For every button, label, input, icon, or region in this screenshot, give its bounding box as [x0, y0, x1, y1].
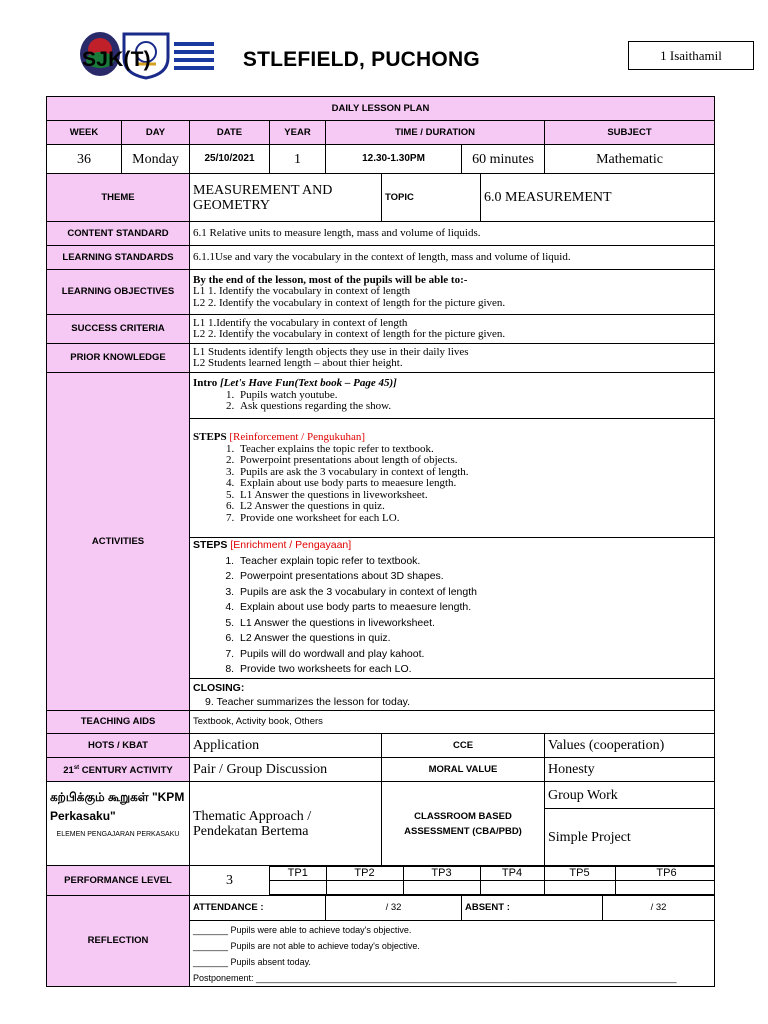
moral-value: Honesty [545, 758, 715, 782]
intro-item: 2. Ask questions regarding the show. [237, 401, 711, 413]
intro-title: [Let's Have Fun(Text book – Page 45)] [220, 377, 397, 390]
objectives-intro: By the end of the lesson, most of the pupils will be able to:- [193, 273, 468, 286]
tp-empty-cell[interactable] [544, 881, 615, 895]
success-criteria-label: SUCCESS CRITERIA [47, 315, 190, 344]
step-item: 1. Teacher explain topic refer to textbook. [237, 554, 711, 570]
theme-label: THEME [47, 174, 190, 222]
century-activity-label: 21st CENTURY ACTIVITY [47, 758, 190, 782]
daily-lesson-plan-table [46, 96, 715, 987]
success-item: L2 2. Identify the vocabulary in context of length for the picture given. [193, 328, 506, 340]
cce-value: Values (cooperation) [545, 734, 715, 758]
kpm-label-cell [47, 782, 190, 866]
school-title: SJK(T) STLEFIELD, PUCHONG [82, 48, 480, 71]
tp-empty-cell[interactable] [403, 881, 480, 895]
content-standard-value: 6.1 Relative units to measure length, mass and volume of liquids. [190, 222, 715, 246]
time-value: 12.30-1.30PM [326, 145, 462, 174]
tp-label: TP2 [326, 867, 403, 881]
subject-value: Mathematic [545, 145, 715, 174]
reflection-line: Postponement: ____________________________________________________________________________________ [193, 972, 677, 983]
steps-enrichment-section [190, 538, 715, 679]
steps-reinforcement-note: [Reinforcement / Pengukuhan] [229, 431, 366, 443]
hots-value: Application [190, 734, 382, 758]
step-item: 5. L1 Answer the questions in liveworksheet. [237, 490, 711, 502]
prior-item: L2 Students learned length – about thier height. [193, 357, 403, 369]
date-value: 25/10/2021 [190, 145, 270, 174]
tp-label: TP5 [544, 867, 615, 881]
time-header: TIME / DURATION [326, 121, 545, 145]
success-criteria-value [190, 315, 715, 344]
intro-section [190, 373, 715, 419]
step-item: 1. Teacher explains the topic refer to textbook. [237, 444, 711, 456]
kpm-sub-label: ELEMEN PENGAJARAN PERKASAKU [56, 831, 180, 838]
teaching-aids-value: Textbook, Activity book, Others [190, 711, 715, 734]
step-item: 6. L2 Answer the questions in quiz. [237, 631, 711, 647]
step-item: 2. Powerpoint presentations about length of objects. [237, 455, 711, 467]
cba-value-2: Simple Project [545, 809, 715, 866]
content-standard-label: CONTENT STANDARD [47, 222, 190, 246]
plan-title: DAILY LESSON PLAN [47, 97, 715, 121]
learning-objectives-value [190, 270, 715, 315]
duration-value: 60 minutes [462, 145, 545, 174]
step-item: 7. Provide one worksheet for each LO. [237, 513, 711, 525]
moral-value-label: MORAL VALUE [382, 758, 545, 782]
absent-value: / 32 [603, 896, 715, 921]
tp-empty-cell[interactable] [480, 881, 544, 895]
intro-item: 1. Pupils watch youtube. [237, 390, 711, 402]
success-item: L1 1.Identify the vocabulary in context of length [193, 316, 408, 329]
steps-reinforcement-section [190, 419, 715, 538]
theme-value: MEASUREMENT AND GEOMETRY [190, 174, 382, 222]
topic-label: TOPIC [382, 174, 481, 222]
year-value: 1 [270, 145, 326, 174]
reflection-label: REFLECTION [47, 896, 190, 987]
century-activity-value: Pair / Group Discussion [190, 758, 382, 782]
reflection-line: _______ Pupils absent today. [193, 956, 311, 967]
closing-section [190, 679, 715, 711]
objective-item: L2 2. Identify the vocabulary in context of length for the picture given. [193, 296, 506, 309]
tp-label: TP4 [480, 867, 544, 881]
step-item: 4. Explain about use body parts to meaesure length. [237, 478, 711, 490]
closing-item: 9. Teacher summarizes the lesson for today. [205, 695, 411, 708]
steps-label: STEPS [193, 431, 230, 443]
date-header: DATE [190, 121, 270, 145]
week-value: 36 [47, 145, 122, 174]
steps-label: STEPS [193, 539, 231, 552]
attendance-value: / 32 [326, 896, 462, 921]
week-header: WEEK [47, 121, 122, 145]
cce-label: CCE [382, 734, 545, 758]
objective-item: L1 1. Identify the vocabulary in context of length [193, 285, 411, 298]
step-item: 6. L2 Answer the questions in quiz. [237, 501, 711, 513]
prior-item: L1 Students identify length objects they use in their daily lives [193, 345, 469, 358]
prior-knowledge-label: PRIOR KNOWLEDGE [47, 344, 190, 373]
kpm-label: கற்பிக்கும் கூறுகள் "KPM Perkasaku" [50, 790, 185, 823]
day-value: Monday [122, 145, 190, 174]
reflection-line: _______ Pupils were able to achieve today's objective. [193, 924, 412, 935]
tp-label: TP6 [615, 867, 715, 881]
tp-grid [270, 866, 715, 896]
tp-empty-cell[interactable] [326, 881, 403, 895]
prior-knowledge-value [190, 344, 715, 373]
kpm-value: Thematic Approach / Pendekatan Bertema [190, 782, 382, 866]
learning-standards-value: 6.1.1Use and vary the vocabulary in the context of length, mass and volume of liquid. [190, 246, 715, 270]
learning-objectives-label: LEARNING OBJECTIVES [47, 270, 190, 315]
step-item: 5. L1 Answer the questions in liveworksheet. [237, 616, 711, 632]
subject-header: SUBJECT [545, 121, 715, 145]
performance-level-label: PERFORMANCE LEVEL [47, 866, 190, 896]
step-item: 7. Pupils will do wordwall and play kahoot. [237, 647, 711, 663]
reflection-line: _______ Pupils are not able to achieve today's objective. [193, 940, 420, 951]
tp-empty-cell[interactable] [270, 881, 326, 895]
attendance-label: ATTENDANCE : [190, 896, 326, 921]
absent-label: ABSENT : [462, 896, 603, 921]
steps-enrichment-note: [Enrichment / Pengayaan] [230, 539, 352, 552]
tp-empty-cell[interactable] [615, 881, 715, 895]
cba-value-1: Group Work [545, 782, 715, 809]
learning-standards-label: LEARNING STANDARDS [47, 246, 190, 270]
performance-level-value: 3 [190, 866, 270, 896]
teacher-name-box: 1 Isaithamil [628, 41, 754, 70]
day-header: DAY [122, 121, 190, 145]
hots-label: HOTS / KBAT [47, 734, 190, 758]
step-item: 8. Provide two worksheets for each LO. [237, 662, 711, 678]
step-item: 3. Pupils are ask the 3 vocabulary in context of length [237, 585, 711, 601]
cba-label: CLASSROOM BASED ASSESSMENT (CBA/PBD) [382, 782, 545, 866]
activities-label: ACTIVITIES [47, 373, 190, 711]
reflection-lines [190, 921, 715, 987]
step-item: 4. Explain about use body parts to meaesure length. [237, 600, 711, 616]
intro-label: Intro [193, 377, 220, 390]
topic-value: 6.0 MEASUREMENT [481, 174, 715, 222]
step-item: 3. Pupils are ask the 3 vocabulary in context of length. [237, 467, 711, 479]
teaching-aids-label: TEACHING AIDS [47, 711, 190, 734]
closing-label: CLOSING: [193, 681, 245, 694]
step-item: 2. Powerpoint presentations about 3D shapes. [237, 569, 711, 585]
tp-label: TP1 [270, 867, 326, 881]
year-header: YEAR [270, 121, 326, 145]
tp-label: TP3 [403, 867, 480, 881]
